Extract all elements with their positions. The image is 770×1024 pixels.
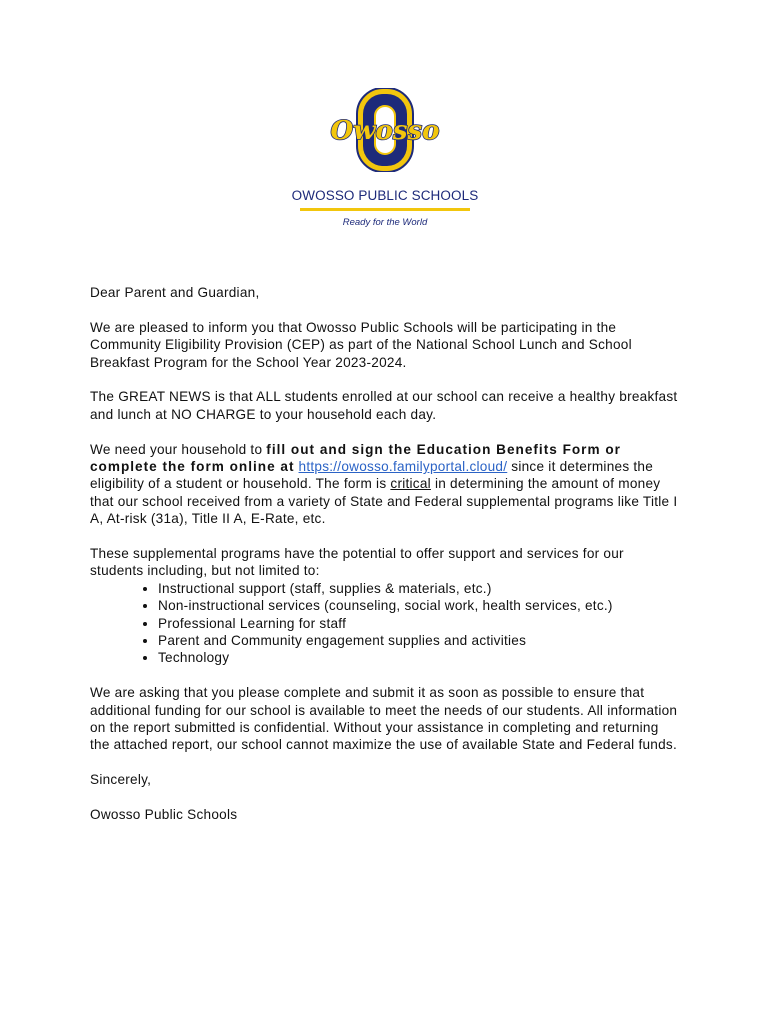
svg-text:Owosso: Owosso — [330, 116, 440, 146]
list-item: • Non-instructional services (counseling, social work, health services, etc.) — [158, 597, 680, 614]
paragraph-programs: These supplemental programs have the potential to offer support and services for our students including, but not limited to: — [90, 546, 624, 579]
tagline: Ready for the World — [342, 217, 428, 228]
list-item: • Professional Learning for staff — [158, 615, 680, 632]
list-item: • Technology — [158, 649, 680, 666]
letterhead — [0, 88, 770, 228]
divider — [300, 208, 470, 211]
paragraph-great-news: The GREAT NEWS is that ALL students enrolled at our school can receive a healthy breakfast and lunch at NO CHARGE to your household each day. — [90, 389, 678, 422]
underlined-word: critical — [390, 476, 431, 492]
paragraph-request: We are asking that you please complete and submit it as soon as possible to ensure that additional funding for our school is available to meet the needs of our students. All information on the report submitted is confidential. Without your assistance in completing and returning the attached report, our school cannot maximize the use of available State and Federal funds. — [90, 685, 678, 753]
program-list — [90, 580, 680, 667]
list-item: • Parent and Community engagement supplies and activities — [158, 632, 680, 649]
paragraph-form-request — [90, 441, 680, 528]
text-segment: in determining the amount of money that our school received from a variety of State and Federal supplemental programs like Title I A, At-risk (31a), Title II A, E-Rate, etc. — [90, 476, 678, 527]
salutation: Dear Parent and Guardian, — [90, 285, 260, 300]
text-segment: We need your household to — [90, 441, 267, 457]
closing: Sincerely, — [90, 772, 152, 788]
signature: Owosso Public Schools — [90, 807, 238, 823]
text-segment: since it determines the eligibility of a student or household. The form is — [90, 459, 654, 492]
owosso-logo-icon — [305, 88, 465, 172]
school-name: OWOSSO PUBLIC SCHOOLS — [291, 188, 479, 203]
family-portal-link[interactable]: https://owosso.familyportal.cloud/ — [298, 459, 508, 475]
paragraph-cep: We are pleased to inform you that Owosso Public Schools will be participating in the Community Eligibility Provision (CEP) as part of the National School Lunch and School Breakfast Program for the School Year 2023-2024. — [90, 319, 632, 370]
letter-body — [90, 284, 680, 841]
bold-instruction: fill out and sign the Education Benefits Form or complete the form online at — [90, 441, 621, 475]
list-item: • Instructional support (staff, supplies & materials, etc.) — [158, 580, 680, 597]
